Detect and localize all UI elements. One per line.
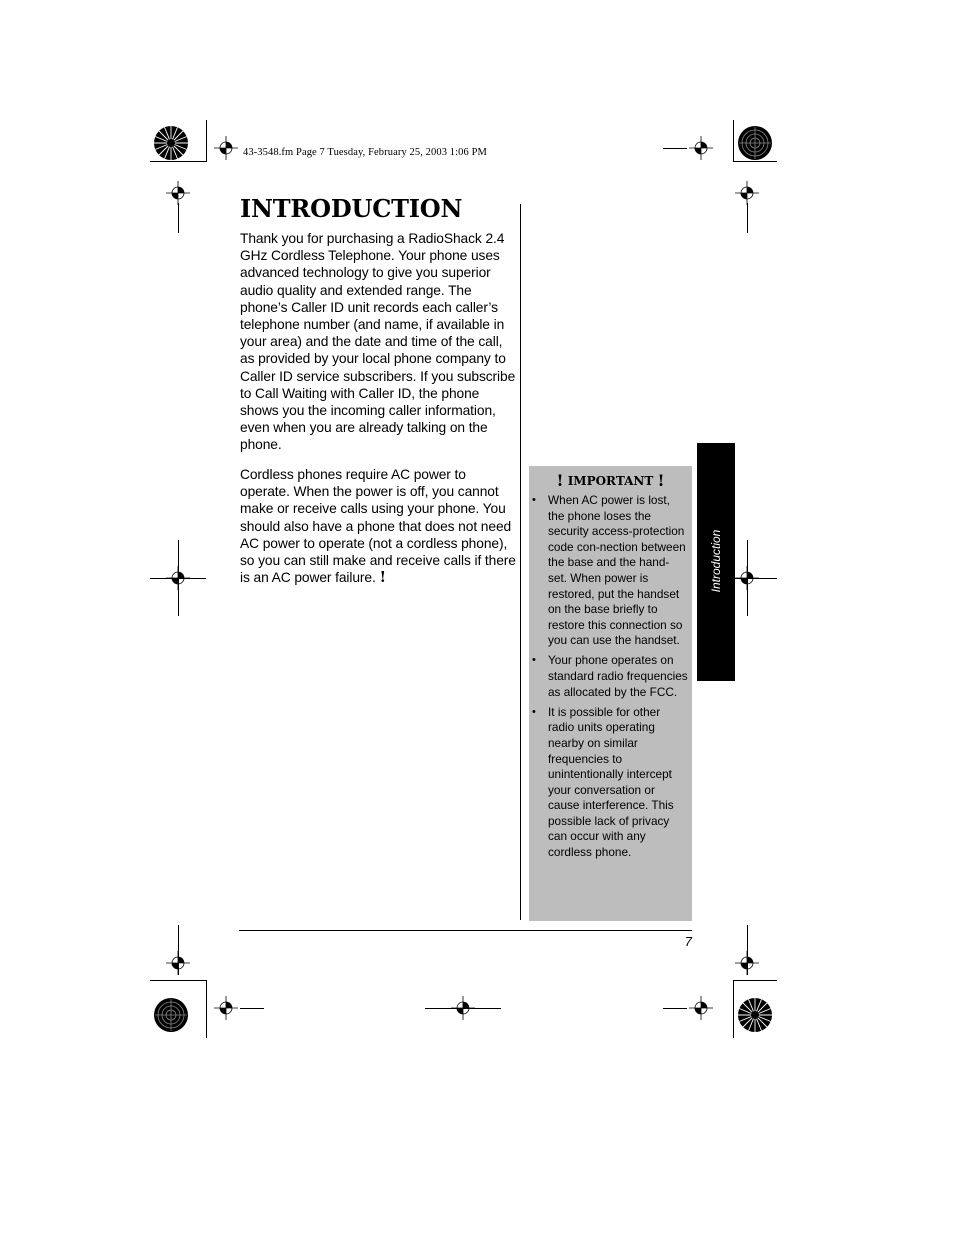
column-divider <box>520 204 521 920</box>
exclamation-icon: ! <box>556 471 564 490</box>
registration-line <box>747 925 748 975</box>
registration-mark-icon <box>214 996 238 1020</box>
registration-mark-icon <box>689 136 713 160</box>
page-title: INTRODUCTION <box>240 194 463 223</box>
exclamation-icon: ! <box>379 568 386 587</box>
registration-mark-icon <box>735 181 759 205</box>
color-rosette-icon <box>737 125 773 161</box>
footer-rule <box>239 930 692 931</box>
important-box <box>529 466 692 921</box>
registration-mark-icon <box>214 136 238 160</box>
color-rosette-icon <box>153 997 189 1033</box>
file-header: 43-3548.fm Page 7 Tuesday, February 25, 2003 1:06 PM <box>243 147 487 158</box>
crop-line <box>150 161 206 162</box>
intro-paragraph: Thank you for purchasing a RadioShack 2.4 GHz Cordless Telephone. Your phone uses advanced technology to give you superior audio quality and extended range. The phone’s Caller ID unit records each caller’s telephone number (and name, if available in your area) and the date and time of the call, as provided by your local phone company to Caller ID service subscribers. If you subscribe to Call Waiting with Caller ID, the phone shows you the incoming caller information, even when you are already talking on the phone. <box>240 231 516 453</box>
list-item-text: Your phone operates on standard radio frequencies as allocated by the FCC. <box>548 653 688 699</box>
list-item-text: When AC power is lost, the phone loses the security access-protection code con-nection between the base and the hand-set. When power is restored, put the handset on the base briefly to restore this connection so you can use the handset. <box>548 493 686 648</box>
crop-line <box>206 120 207 162</box>
registration-line <box>240 1008 264 1009</box>
crop-line <box>150 980 207 981</box>
color-rosette-icon <box>737 997 773 1033</box>
power-paragraph-text: Cordless phones require AC power to operate. When the power is off, you cannot make or receive calls using your phone. You should also have a phone that does not need AC power to operate (not a cordless phone), so you can still make and receive calls if there is an AC power failure. <box>240 467 516 586</box>
bullet: • <box>532 494 536 506</box>
registration-line <box>663 148 687 149</box>
registration-mark-icon <box>689 996 713 1020</box>
registration-line <box>425 1008 501 1009</box>
list-item <box>529 705 692 861</box>
crop-line <box>206 980 207 1038</box>
crop-line <box>733 980 777 981</box>
important-heading <box>529 471 692 490</box>
important-heading-text: IMPORTANT <box>567 474 654 488</box>
crop-line <box>733 161 777 162</box>
registration-line <box>178 925 179 975</box>
list-item-text: It is possible for other radio units operating nearby on similar frequencies to unintentionally intercept your conversation or cause interference. This possible lack of privacy can occur with any cordless phone. <box>548 704 674 860</box>
bullet: • <box>532 705 536 718</box>
power-paragraph <box>240 466 516 586</box>
registration-mark-icon <box>166 181 190 205</box>
crop-line <box>733 120 734 162</box>
registration-line <box>747 203 748 233</box>
list-item <box>529 653 692 700</box>
page-number: 7 <box>684 934 692 949</box>
registration-line <box>178 203 179 233</box>
list-item <box>529 493 692 649</box>
section-thumb-tab-label: Introduction <box>709 529 723 593</box>
important-list <box>529 493 692 865</box>
registration-line <box>150 578 206 579</box>
exclamation-icon: ! <box>657 471 665 490</box>
crop-line <box>733 980 734 1038</box>
bullet: • <box>532 654 536 667</box>
registration-line <box>663 1008 687 1009</box>
color-rosette-icon <box>153 125 189 161</box>
section-thumb-tab <box>697 443 735 681</box>
